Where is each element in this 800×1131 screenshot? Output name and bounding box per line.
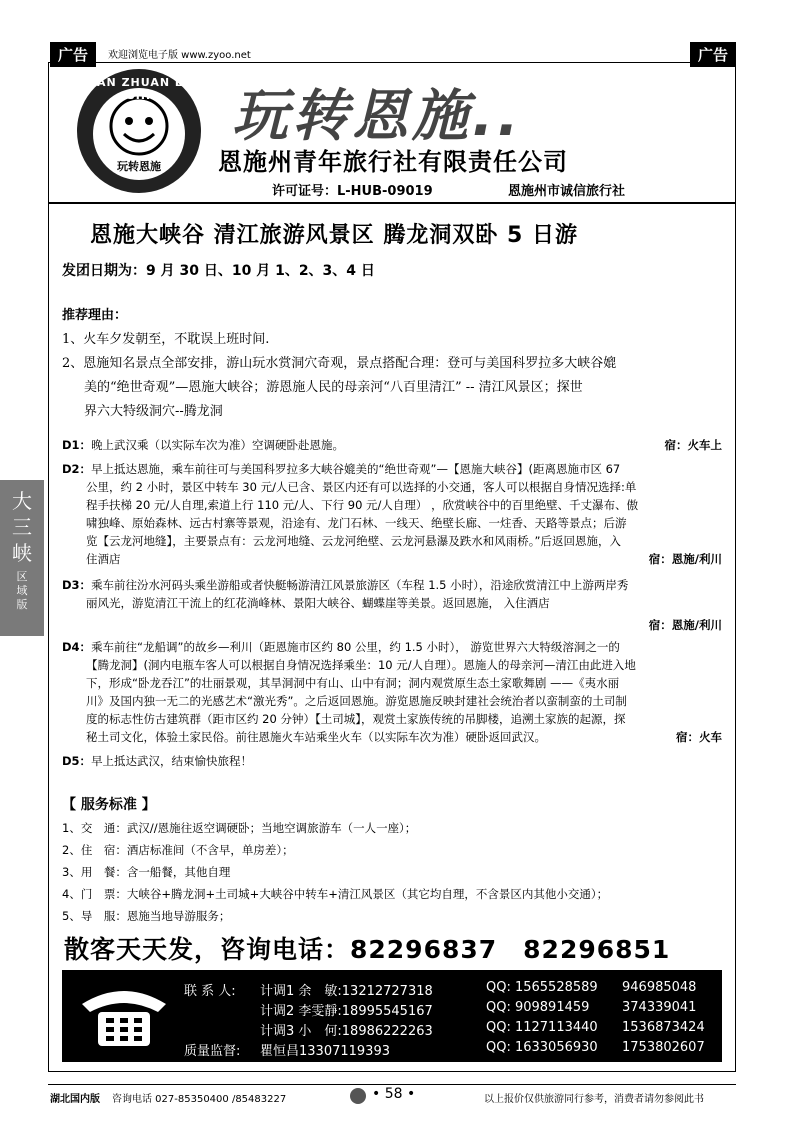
contact-4-qq2: 1753802607: [622, 1040, 705, 1055]
day-4-text-6: 秘土司文化，体验土家民俗。前往恩施火车站乘坐火车（以实际车次为准）硬卧返回武汉。: [86, 730, 546, 744]
contact-4-qq: QQ: 1633056930: [486, 1040, 598, 1055]
day-4-text-1: 乘车前往“龙船调”的故乡—利川（距恩施市区约 80 公里，约 1.5 小时）， 游览世界六大特级溶洞之一的: [91, 640, 620, 654]
footer-right: 以上报价仅供旅游同行参考，消费者请勿参阅此书: [484, 1094, 704, 1105]
credit-text: 恩施州市诚信旅行社: [508, 184, 626, 199]
ad-tag-right: 广告: [690, 42, 736, 67]
contact-2-qq: QQ: 909891459: [486, 1000, 590, 1015]
service-2: 2、住 宿：酒店标准间（不含早，单房差）；: [62, 843, 294, 857]
contact-1-qq2: 946985048: [622, 980, 697, 995]
day-3-line-1: [62, 576, 722, 594]
service-3: 3、用 餐：含一船餐，其他自理: [62, 865, 231, 879]
service-4: 4、门 票：大峡谷+腾龙洞+土司城+大峡谷中转车+清江风景区（其它均自理，不含景区内其他小交通）；: [62, 887, 609, 901]
footer-divider: [48, 1084, 736, 1085]
sidebar-small: 区域版: [16, 570, 28, 611]
day-3-label: D3：: [62, 578, 92, 592]
contact-3-qq: QQ: 1127113440: [486, 1020, 598, 1035]
day-5: [62, 752, 722, 770]
day-1-stay: 宿：火车上: [664, 438, 722, 452]
site-text: 欢迎浏览电子版 www.zyoo.net: [108, 50, 251, 61]
day-3-line-2: 丽风光，游览清江干流上的红花淌峰林、景阳大峡谷、蝴蝶崖等美景。返回恩施， 入住酒店: [86, 596, 550, 610]
contact-1: 计调1 余 敏:13212727318: [260, 984, 433, 999]
day-4-stay: 宿：火车: [676, 730, 722, 744]
logo-inner-text: 玩转恩施: [117, 160, 161, 173]
contact-1-qq: QQ: 1565528589: [486, 980, 598, 995]
day-2-line-3: 程手扶梯 20 元/人自理,索道上行 110 元/人、下行 90 元/人自理） ，欣赏峡谷中的百里绝壁、千丈瀑布、傲: [86, 498, 639, 512]
contact-3-qq2: 1536873424: [622, 1020, 705, 1035]
day-4-label: D4：: [62, 640, 92, 654]
day-2-label: D2：: [62, 462, 92, 476]
day-5-text: 早上抵达武汉，结束愉快旅程！: [91, 754, 253, 768]
logo-emblem: [74, 66, 204, 196]
reasons-heading: 推荐理由：: [62, 308, 128, 323]
day-4-line-1: [62, 638, 722, 656]
sidebar-big: 大三峡: [12, 489, 32, 565]
company-name: 恩施州青年旅行社有限责任公司: [218, 148, 568, 176]
service-5: 5、导 服：恩施当地导游服务；: [62, 909, 231, 923]
logo-arc-text: WAN ZHUAN EN SHI: [84, 76, 194, 102]
telephone-icon: [76, 982, 172, 1050]
contact-2-qq2: 374339041: [622, 1000, 697, 1015]
service-heading: 【 服务标准 】: [62, 797, 156, 813]
reason-2c: 界六大特级洞穴--腾龙洞: [84, 404, 223, 419]
day-2-text-1: 早上抵达恩施，乘车前往可与美国科罗拉多大峡谷媲美的“绝世奇观”—【恩施大峡谷】(距离恩施市区 67: [91, 462, 621, 476]
license-number: 许可证号：L-HUB-09019: [272, 184, 433, 199]
footer-phone: 咨询电话 027-85350400 /85483227: [112, 1094, 287, 1105]
day-2-line-1: [62, 460, 722, 478]
tour-dates: 发团日期为：9 月 30 日、10 月 1、2、3、4 日: [62, 263, 375, 279]
day-2-line-4: 啸独峰、原始森林、远古村寨等景观，沿途有、龙门石林、一线天、绝壁长廊、一炷香、天路等景点；后游: [86, 516, 627, 530]
day-4-line-6: [86, 728, 722, 746]
divider: [48, 202, 736, 204]
day-3-stay: 宿：恩施/利川: [648, 618, 722, 632]
day-5-label: D5：: [62, 754, 92, 768]
day-1: [62, 436, 722, 454]
contacts-box: [62, 970, 722, 1062]
day-4-line-2: 【腾龙洞】(洞内电瓶车客人可以根据自身情况选择乘坐：10 元/人自理）。恩施人的母亲河—清江由此进入地: [86, 658, 636, 672]
region-sidebar: [0, 480, 44, 636]
day-2-line-2: 公里，约 2 小时，景区中转车 30 元/人已含、景区内还有可以选择的小交通，客人可以根据自身情况选择:单: [86, 480, 637, 494]
day-4-line-4: 川》及国内独一无二的光感艺术“激光秀”。之后返回恩施。游览恩施反映封建社会统治者以蛮制蛮的土司制: [86, 694, 627, 708]
contact-2: 计调2 李雯靜:18995545167: [260, 1004, 433, 1019]
quality-label: 质量监督:: [184, 1044, 241, 1059]
contact-3: 计调3 小 何:18986222263: [260, 1024, 433, 1039]
day-1-text: 晚上武汉乘（以实际车次为准）空调硬卧赴恩施。: [91, 438, 345, 452]
day-2-text-6: 住酒店: [86, 552, 121, 566]
day-4-line-3: 下，形成“卧龙吞江”的壮丽景观，其旱洞洞中有山、山中有洞；洞内观赏原生态土家歌舞剧 ——《夷水丽: [86, 676, 620, 690]
ad-tag-left: 广告: [50, 42, 96, 67]
page-badge-icon: [350, 1088, 366, 1104]
tour-title: 恩施大峡谷 清江旅游风景区 腾龙洞双卧 5 日游: [90, 223, 578, 248]
day-2-line-5: 览【云龙河地缝】，主要景点有：云龙河地缝、云龙河绝壁、云龙河悬瀑及跌水和风雨桥。”后返回恩施，入: [86, 534, 621, 548]
day-1-label: D1：: [62, 438, 92, 452]
day-3-text-1: 乘车前往汾水河码头乘坐游船或者快艇畅游清江风景旅游区（车程 1.5 小时），沿途欣赏清江中上游两岸秀: [91, 578, 629, 592]
hotline-banner: 散客天天发，咨询电话：82296837 82296851: [64, 935, 671, 964]
reason-2a: 2、恩施知名景点全部安排，游山玩水赏洞穴奇观，景点搭配合理：登可与美国科罗拉多大峡谷媲: [62, 356, 617, 371]
day-4-line-5: 度的标志性仿古建筑群（距市区约 20 分钟）【土司城】，观赏土家族传统的吊脚楼，追溯土家族的起源，探: [86, 712, 626, 726]
footer-left: 湖北国内版: [50, 1094, 100, 1105]
contact-label: 联 系 人:: [184, 984, 236, 999]
brand-title: 玩转恩施..: [232, 84, 523, 149]
day-2-stay: 宿：恩施/利川: [648, 552, 722, 566]
service-1: 1、交 通：武汉//恩施往返空调硬卧；当地空调旅游车（一人一座）；: [62, 821, 417, 835]
day-2-line-6: [86, 550, 722, 568]
quality-contact: 瞿恒昌13307119393: [260, 1044, 390, 1059]
reason-2b: 美的“绝世奇观”—恩施大峡谷；游恩施人民的母亲河“八百里清江” -- 清江风景区；探世: [84, 380, 583, 395]
reason-1: 1、火车夕发朝至，不耽误上班时间.: [62, 332, 270, 347]
page-number: • 58 •: [372, 1086, 416, 1102]
